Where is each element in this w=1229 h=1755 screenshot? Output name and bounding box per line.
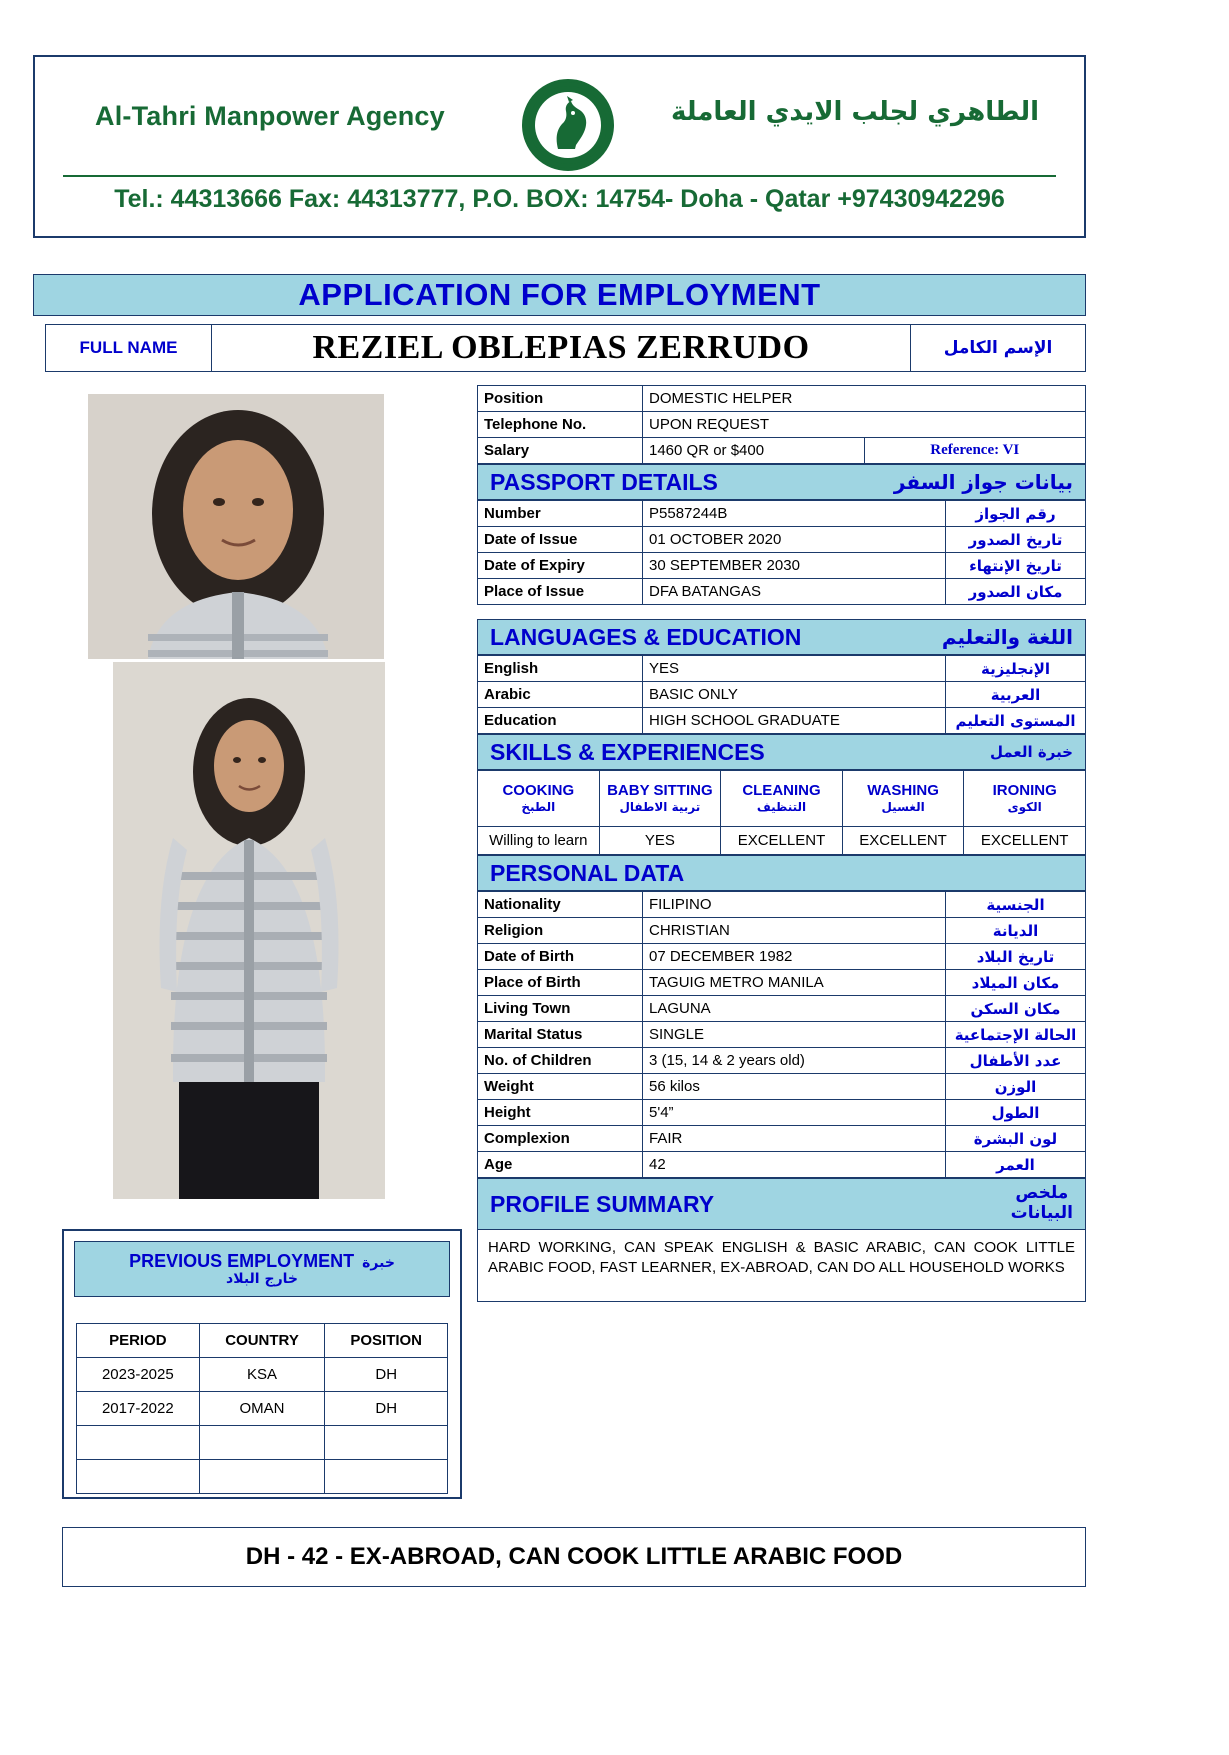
- letterhead-divider: [63, 175, 1056, 177]
- row-height: [478, 1100, 1086, 1126]
- details-column: [477, 385, 1086, 1302]
- section-spacer: [477, 605, 1086, 619]
- table-header-row: [77, 1324, 448, 1358]
- label-age: Age: [478, 1152, 643, 1178]
- row-arabic: [478, 682, 1086, 708]
- column-position: POSITION: [325, 1324, 448, 1358]
- value-education: HIGH SCHOOL GRADUATE: [643, 708, 946, 734]
- skill-cleaning-label: CLEANING: [742, 782, 821, 800]
- languages-section-header: [477, 619, 1086, 655]
- languages-heading-en: LANGUAGES & EDUCATION: [490, 623, 802, 650]
- footer-summary: [62, 1527, 1086, 1587]
- value-date-of-expiry: 30 SEPTEMBER 2030: [643, 553, 946, 579]
- value-passport-number: P5587244B: [643, 501, 946, 527]
- row-salary: [478, 438, 1086, 464]
- value-arabic: BASIC ONLY: [643, 682, 946, 708]
- label-telephone: Telephone No.: [478, 412, 643, 438]
- page-title-text: APPLICATION FOR EMPLOYMENT: [298, 277, 821, 312]
- arabic-place-of-birth: مكان الميلاد: [946, 970, 1086, 996]
- arabic-age: العمر: [946, 1152, 1086, 1178]
- skill-ironing-label: IRONING: [992, 782, 1057, 800]
- previous-employment-panel: [62, 1229, 462, 1499]
- arabic-nationality: الجنسية: [946, 892, 1086, 918]
- letterhead: [33, 55, 1086, 238]
- personal-heading-en: PERSONAL DATA: [490, 859, 685, 886]
- job-table: [477, 385, 1086, 464]
- value-height: 5'4”: [643, 1100, 946, 1126]
- arabic-date-of-birth: تاريخ البلاد: [946, 944, 1086, 970]
- row-religion: [478, 918, 1086, 944]
- languages-heading-ar: اللغة والتعليم: [941, 625, 1073, 649]
- skill-ironing-label-ar: الكوى: [1007, 800, 1042, 815]
- skill-cleaning-value: EXCELLENT: [721, 827, 843, 855]
- skill-babysitting-value: YES: [599, 827, 721, 855]
- full-name-value: REZIEL OBLEPIAS ZERRUDO: [212, 324, 911, 372]
- previous-employment-heading: [74, 1241, 450, 1297]
- passport-heading-en: PASSPORT DETAILS: [490, 468, 718, 495]
- value-children: 3 (15, 14 & 2 years old): [643, 1048, 946, 1074]
- skill-babysitting-header: [599, 771, 721, 827]
- row-date-of-issue: [478, 527, 1086, 553]
- page-title: [33, 274, 1086, 316]
- skills-value-row: [478, 827, 1086, 855]
- profile-heading-ar2: البيانات: [1010, 1203, 1073, 1223]
- previous-employment-heading-ar1: خبرة: [362, 1254, 395, 1271]
- value-date-of-issue: 01 OCTOBER 2020: [643, 527, 946, 553]
- label-position: Position: [478, 386, 643, 412]
- previous-employment-table: [76, 1323, 448, 1494]
- full-name-label: FULL NAME: [45, 324, 212, 372]
- label-place-of-issue: Place of Issue: [478, 579, 643, 605]
- column-country: COUNTRY: [199, 1324, 325, 1358]
- applicant-photo-fullbody: [113, 662, 385, 1199]
- skill-washing-header: [842, 771, 964, 827]
- label-complexion: Complexion: [478, 1126, 643, 1152]
- value-position: DOMESTIC HELPER: [643, 386, 1086, 412]
- arabic-religion: الديانة: [946, 918, 1086, 944]
- table-row: [77, 1426, 448, 1460]
- cell-position: [325, 1460, 448, 1494]
- column-period: PERIOD: [77, 1324, 200, 1358]
- row-complexion: [478, 1126, 1086, 1152]
- arabic-date-of-expiry: تاريخ الإنتهاء: [946, 553, 1086, 579]
- skill-babysitting-label-ar: تربية الاطفال: [619, 800, 701, 815]
- agency-contact: Tel.: 44313666 Fax: 44313777, P.O. BOX: 14754- Doha - Qatar +97430942296: [114, 185, 1005, 213]
- skill-cleaning-header: [721, 771, 843, 827]
- value-age: 42: [643, 1152, 946, 1178]
- cell-period: [77, 1460, 200, 1494]
- label-height: Height: [478, 1100, 643, 1126]
- profile-section-header: [477, 1178, 1086, 1230]
- arabic-place-of-issue: مكان الصدور: [946, 579, 1086, 605]
- label-date-of-birth: Date of Birth: [478, 944, 643, 970]
- value-marital-status: SINGLE: [643, 1022, 946, 1048]
- full-name-label-arabic: الإسم الكامل: [911, 324, 1086, 372]
- cell-country: OMAN: [199, 1392, 325, 1426]
- profile-heading-ar1: ملخص: [1015, 1183, 1069, 1204]
- skill-washing-label: WASHING: [867, 782, 939, 800]
- row-living-town: [478, 996, 1086, 1022]
- cell-country: KSA: [199, 1358, 325, 1392]
- row-english: [478, 656, 1086, 682]
- row-nationality: [478, 892, 1086, 918]
- value-weight: 56 kilos: [643, 1074, 946, 1100]
- skills-table: [477, 770, 1086, 855]
- cell-period: [77, 1426, 200, 1460]
- cell-period: 2017-2022: [77, 1392, 200, 1426]
- arabic-height: الطول: [946, 1100, 1086, 1126]
- horse-head-icon: [522, 79, 614, 171]
- label-living-town: Living Town: [478, 996, 643, 1022]
- personal-data-table: [477, 891, 1086, 1178]
- value-date-of-birth: 07 DECEMBER 1982: [643, 944, 946, 970]
- label-marital-status: Marital Status: [478, 1022, 643, 1048]
- table-row: [77, 1460, 448, 1494]
- skill-cooking-label: COOKING: [502, 782, 575, 800]
- skills-section-header: [477, 734, 1086, 770]
- label-religion: Religion: [478, 918, 643, 944]
- label-english: English: [478, 656, 643, 682]
- profile-heading-ar: [1011, 1184, 1073, 1223]
- previous-employment-heading-ar2: خارج البلاد: [226, 1271, 298, 1288]
- value-complexion: FAIR: [643, 1126, 946, 1152]
- skill-cooking-value: Willing to learn: [478, 827, 600, 855]
- table-row: [77, 1392, 448, 1426]
- cell-country: [199, 1426, 325, 1460]
- languages-table: [477, 655, 1086, 734]
- passport-table: [477, 500, 1086, 605]
- value-telephone: UPON REQUEST: [643, 412, 1086, 438]
- row-place-of-birth: [478, 970, 1086, 996]
- arabic-children: عدد الأطفال: [946, 1048, 1086, 1074]
- skill-washing-value: EXCELLENT: [842, 827, 964, 855]
- passport-heading-ar: بيانات جواز السفر: [893, 470, 1073, 494]
- label-salary: Salary: [478, 438, 643, 464]
- skills-heading-en: SKILLS & EXPERIENCES: [490, 738, 765, 765]
- label-passport-number: Number: [478, 501, 643, 527]
- row-age: [478, 1152, 1086, 1178]
- skill-cleaning-label-ar: التنظيف: [756, 800, 807, 815]
- passport-section-header: [477, 464, 1086, 500]
- row-date-of-birth: [478, 944, 1086, 970]
- label-place-of-birth: Place of Birth: [478, 970, 643, 996]
- agency-name-arabic: الطاهري لجلب الايدي العاملة: [670, 97, 1039, 127]
- arabic-marital-status: الحالة الإجتماعية: [946, 1022, 1086, 1048]
- table-row: [77, 1358, 448, 1392]
- label-arabic: Arabic: [478, 682, 643, 708]
- previous-employment-heading-en: PREVIOUS EMPLOYMENT: [129, 1250, 355, 1271]
- row-marital-status: [478, 1022, 1086, 1048]
- label-weight: Weight: [478, 1074, 643, 1100]
- label-date-of-issue: Date of Issue: [478, 527, 643, 553]
- row-education: [478, 708, 1086, 734]
- row-date-of-expiry: [478, 553, 1086, 579]
- reference-badge: Reference: VI: [864, 438, 1086, 464]
- value-nationality: FILIPINO: [643, 892, 946, 918]
- full-name-row: [45, 324, 1086, 372]
- value-place-of-birth: TAGUIG METRO MANILA: [643, 970, 946, 996]
- row-children: [478, 1048, 1086, 1074]
- label-children: No. of Children: [478, 1048, 643, 1074]
- skill-washing-label-ar: الغسيل: [881, 800, 925, 815]
- cell-country: [199, 1460, 325, 1494]
- arabic-weight: الوزن: [946, 1074, 1086, 1100]
- arabic-date-of-issue: تاريخ الصدور: [946, 527, 1086, 553]
- row-place-of-issue: [478, 579, 1086, 605]
- cell-position: [325, 1426, 448, 1460]
- skill-cooking-label-ar: الطبخ: [521, 800, 556, 815]
- arabic-passport-number: رقم الجواز: [946, 501, 1086, 527]
- row-weight: [478, 1074, 1086, 1100]
- label-date-of-expiry: Date of Expiry: [478, 553, 643, 579]
- row-position: [478, 386, 1086, 412]
- cell-position: DH: [325, 1358, 448, 1392]
- profile-heading-en: PROFILE SUMMARY: [490, 1190, 715, 1217]
- value-religion: CHRISTIAN: [643, 918, 946, 944]
- value-salary: 1460 QR or $400: [643, 438, 865, 464]
- cell-position: DH: [325, 1392, 448, 1426]
- label-education: Education: [478, 708, 643, 734]
- skill-ironing-header: [964, 771, 1086, 827]
- label-nationality: Nationality: [478, 892, 643, 918]
- arabic-complexion: لون البشرة: [946, 1126, 1086, 1152]
- skill-babysitting-label: BABY SITTING: [607, 782, 713, 800]
- arabic-arabic: العربية: [946, 682, 1086, 708]
- arabic-education: المستوى التعليم: [946, 708, 1086, 734]
- value-english: YES: [643, 656, 946, 682]
- agency-name: Al-Tahri Manpower Agency: [95, 101, 445, 131]
- value-place-of-issue: DFA BATANGAS: [643, 579, 946, 605]
- applicant-photo-portrait: [88, 394, 384, 659]
- arabic-living-town: مكان السكن: [946, 996, 1086, 1022]
- skill-cooking-header: [478, 771, 600, 827]
- personal-section-header: [477, 855, 1086, 891]
- cell-period: 2023-2025: [77, 1358, 200, 1392]
- letterhead-top: [35, 57, 1084, 172]
- arabic-english: الإنجليزية: [946, 656, 1086, 682]
- row-telephone: [478, 412, 1086, 438]
- footer-summary-text: DH - 42 - EX-ABROAD, CAN COOK LITTLE ARABIC FOOD: [245, 1543, 903, 1570]
- skill-ironing-value: EXCELLENT: [964, 827, 1086, 855]
- skills-heading-ar: خبرة العمل: [989, 743, 1073, 761]
- profile-summary-text: HARD WORKING, CAN SPEAK ENGLISH & BASIC ARABIC, CAN COOK LITTLE ARABIC FOOD, FAST LEARNER, EX-ABROAD, CAN DO ALL HOUSEHOLD WORKS: [477, 1230, 1086, 1302]
- value-living-town: LAGUNA: [643, 996, 946, 1022]
- row-passport-number: [478, 501, 1086, 527]
- skills-header-row: [478, 771, 1086, 827]
